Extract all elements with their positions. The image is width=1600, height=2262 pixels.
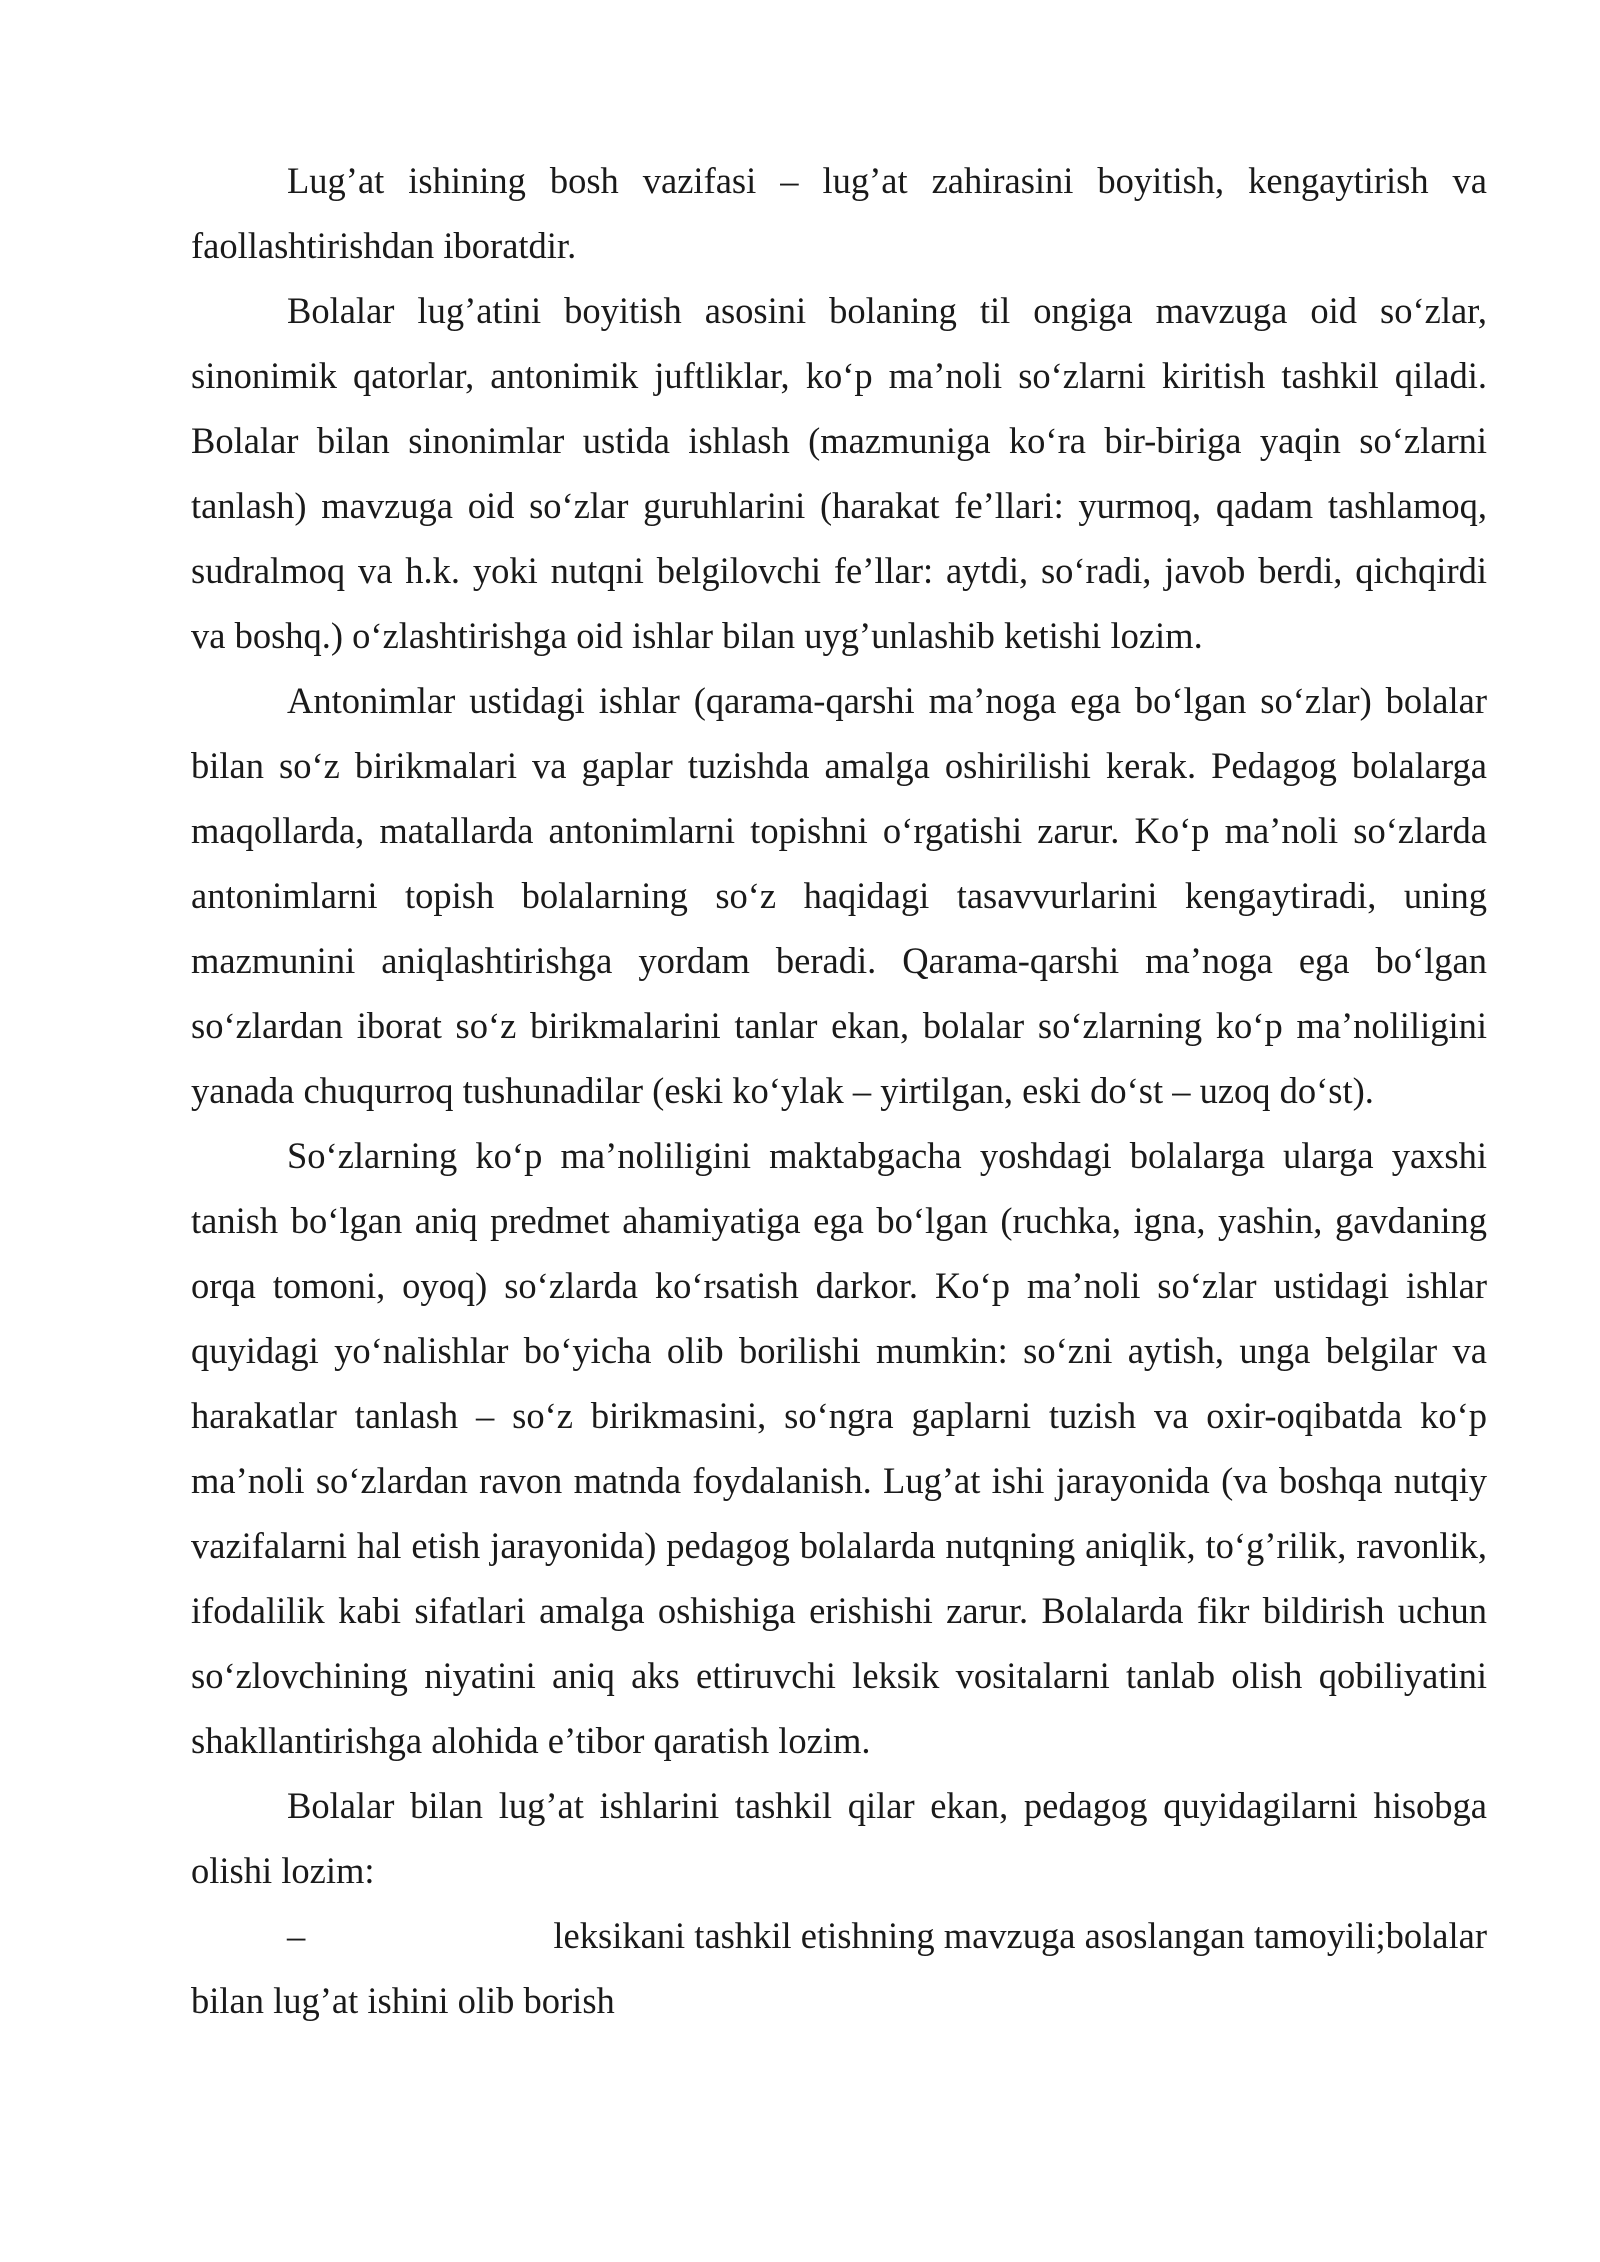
paragraph-3: Antonimlar ustidagi ishlar (qarama-qarshi ma’noga ega bo‘lgan so‘zlar) bolalar bilan so‘z birikmalari va gaplar tuzishda amalga oshirilishi kerak. Pedagog bolalarga maqollarda, matallarda antonimlarni topishni o‘rgatishi zarur. Ko‘p ma’noli so‘zlarda antonimlarni topish bolalarning so‘z haqidagi tasavvurlarini kengaytiradi, uning mazmunini aniqlashtirishga yordam beradi. Qarama-qarshi ma’noga ega bo‘lgan so‘zlardan iborat so‘z birikmalarini tanlar ekan, bolalar so‘zlarning ko‘p ma’noliligini yanada chuqurroq tushunadilar (eski ko‘ylak – yirtilgan, eski do‘st – uzoq do‘st). [191, 680, 1487, 1111]
paragraph-2: Bolalar lug’atini boyitish asosini bolaning til ongiga mavzuga oid so‘zlar, sinonimik qatorlar, antonimik juftliklar, ko‘p ma’noli so‘zlarni kiritish tashkil qiladi. Bolalar bilan sinonimlar ustida ishlash (mazmuniga ko‘ra bir-biriga yaqin so‘zlarni tanlash) mavzuga oid so‘zlar guruhlarini (harakat fe’llari: yurmoq, qadam tashlamoq, sudralmoq va h.k. yoki nutqni belgilovchi fe’llar: aytdi, so‘radi, javob berdi, qichqirdi va boshq.) o‘zlashtirishga oid ishlar bilan uyg’unlashib ketishi lozim. [191, 290, 1487, 656]
paragraph-5: Bolalar bilan lug’at ishlarini tashkil qilar ekan, pedagog quyidagilarni hisobga olishi lozim: [191, 1785, 1487, 1891]
list-item-first-line [191, 1903, 1487, 1968]
list-marker-dash: – [287, 1915, 306, 1956]
paragraph-4: So‘zlarning ko‘p ma’noliligini maktabgacha yoshdagi bolalarga ularga yaxshi tanish bo‘lgan aniq predmet ahamiyatiga ega bo‘lgan (ruchka, igna, yashin, gavdaning orqa tomoni, oyoq) so‘zlarda ko‘rsatish darkor. Ko‘p ma’noli so‘zlar ustidagi ishlar quyidagi yo‘nalishlar bo‘yicha olib borilishi mumkin: so‘zni aytish, unga belgilar va harakatlar tanlash – so‘z birikmasini, so‘ngra gaplarni tuzish va oxir-oqibatda ko‘p ma’noli so‘zlardan ravon matnda foydalanish. Lug’at ishi jarayonida (va boshqa nutqiy vazifalarni hal etish jarayonida) pedagog bolalarda nutqning aniqlik, to‘g’rilik, ravonlik, ifodalilik kabi sifatlari amalga oshishiga erishishi zarur. Bolalarda fikr bildirish uchun so‘zlovchining niyatini aniq aks ettiruvchi leksik vositalarni tanlab olish qobiliyatini shakllantirishga alohida e’tibor qaratish lozim. [191, 1135, 1487, 1761]
list-item-text-first: leksikani tashkil etishning mavzuga asoslangan tamoyili;bolalar [553, 1915, 1487, 1956]
list-item [191, 1903, 1487, 2033]
paragraph-1: Lug’at ishining bosh vazifasi – lug’at zahirasini boyitish, kengaytirish va faollashtirishdan iboratdir. [191, 160, 1487, 266]
document-body [191, 148, 1487, 2033]
list-item-text-rest: bilan lug’at ishini olib borish [191, 1980, 615, 2021]
